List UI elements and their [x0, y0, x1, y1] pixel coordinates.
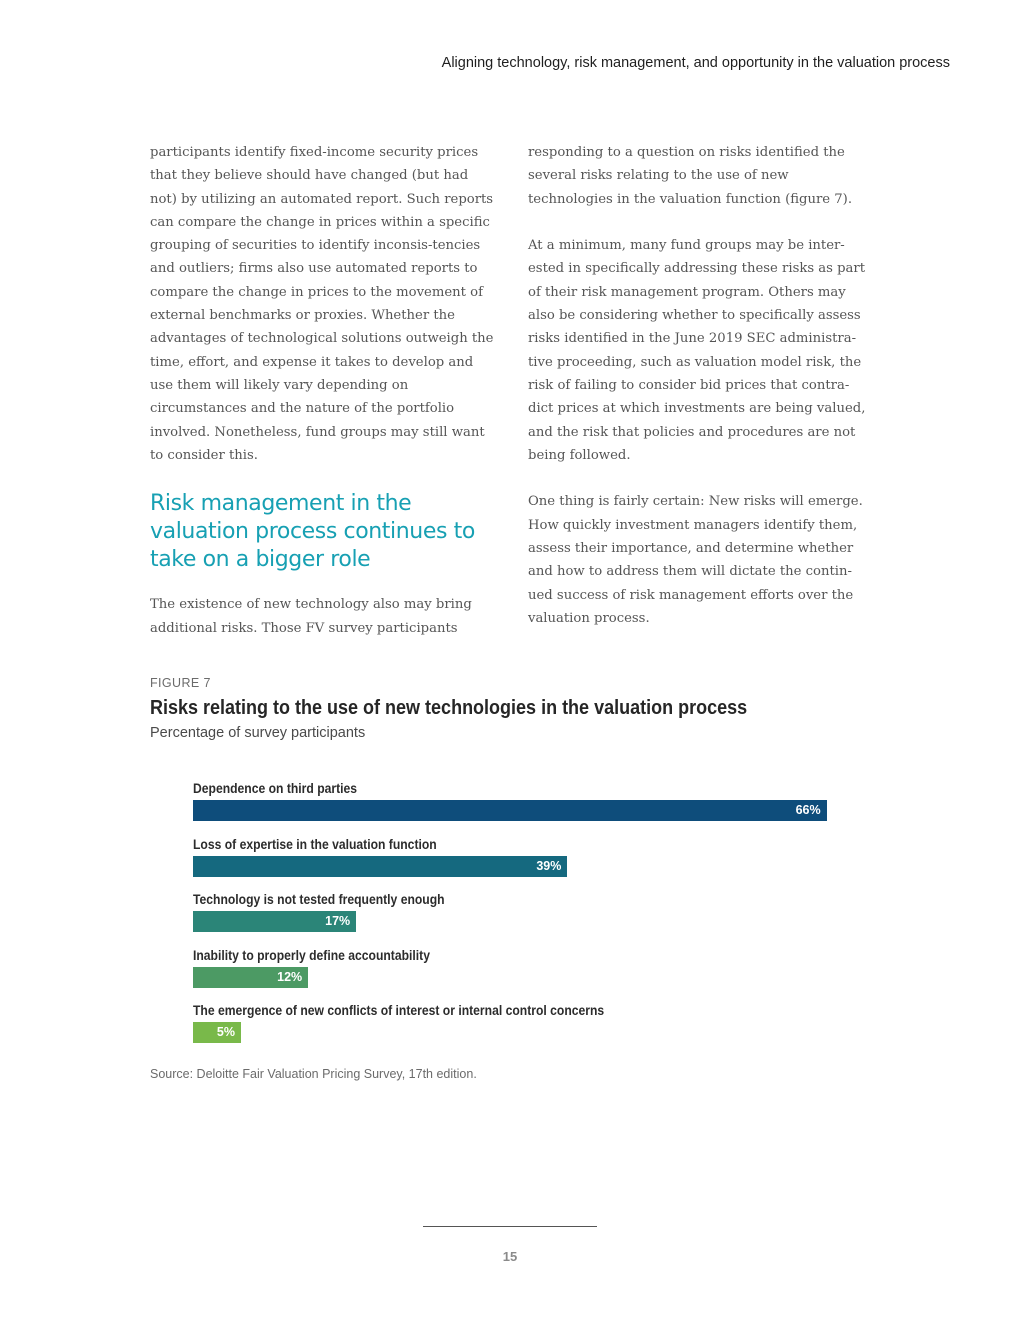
footer-divider: [423, 1226, 597, 1227]
figure-7: [150, 676, 870, 1039]
figure-label: FIGURE 7: [150, 676, 211, 690]
bar-value-label: 39%: [536, 858, 562, 873]
bar-row: [193, 947, 456, 988]
bar: [193, 856, 567, 877]
chart-title: Risks relating to the use of new technologies in the valuation process: [150, 697, 748, 719]
body-paragraph: The existence of new technology also may bring additional risks. Those FV survey participants: [150, 597, 472, 636]
body-paragraph: At a minimum, many fund groups may be inter-ested in specifically addressing these risks as part of their risk management program. Others may also be considering whether to specifically assess risks identified in the June 2019 SEC administra-tive proceeding, such as valuation model risk, the risk of failing to consider bid prices that contra-dict prices at which investments are being valued, and the risk that policies and procedures are not being followed.: [528, 238, 866, 463]
bar-value-label: 5%: [216, 1025, 235, 1039]
bar: [193, 800, 827, 821]
bar-row: [193, 891, 473, 932]
bar-value-label: 12%: [277, 969, 303, 984]
left-column: [150, 141, 495, 663]
body-paragraph: One thing is fairly certain: New risks will emerge. How quickly investment managers identify them, assess their importance, and determine whether and how to address them will dictate the contin-ued success of risk management efforts over the valuation process.: [528, 494, 863, 626]
bar: [193, 911, 356, 932]
bar-row: [193, 1002, 650, 1043]
body-paragraph: responding to a question on risks identified the several risks relating to the use of new technologies in the valuation function (figure 7).: [528, 145, 853, 207]
chart-subtitle: Percentage of survey participants: [150, 725, 366, 741]
bar: [193, 967, 308, 988]
bar-category-label: Inability to properly define accountability: [193, 947, 430, 963]
right-column: [528, 141, 873, 654]
bar-category-label: The emergence of new conflicts of interest or internal control concerns: [193, 1003, 605, 1018]
bar-value-label: 66%: [795, 803, 821, 817]
bar-category-label: Technology is not tested frequently enough: [193, 892, 445, 907]
bar-value-label: 17%: [325, 914, 351, 928]
bar-row: [193, 836, 567, 877]
body-paragraph: participants identify fixed-income security prices that they believe should have changed (but had not) by utilizing an automated report. Such reports can compare the change in prices within a specific grouping of securities to identify inconsis-tencies and outliers; firms also use automated reports to compare the change in prices to the movement of external benchmarks or proxies. Whether the advantages of technological solutions outweigh the time, effort, and expense it takes to develop and use them will likely vary depending on circumstances and the nature of the portfolio involved. Nonetheless, fund groups may still want to consider this.: [150, 145, 494, 463]
bar-category-label: Dependence on third parties: [193, 781, 358, 796]
page-number: 15: [502, 1249, 518, 1264]
bar-category-label: Loss of expertise in the valuation function: [193, 836, 437, 852]
running-header: Aligning technology, risk management, and opportunity in the valuation process: [441, 55, 950, 71]
figure-source: Source: Deloitte Fair Valuation Pricing Survey, 17th edition.: [150, 1067, 477, 1081]
section-heading: Risk management in the valuation process continues to take on a bigger role: [150, 491, 475, 573]
bar-row: [193, 780, 827, 821]
bar: [193, 1022, 241, 1043]
